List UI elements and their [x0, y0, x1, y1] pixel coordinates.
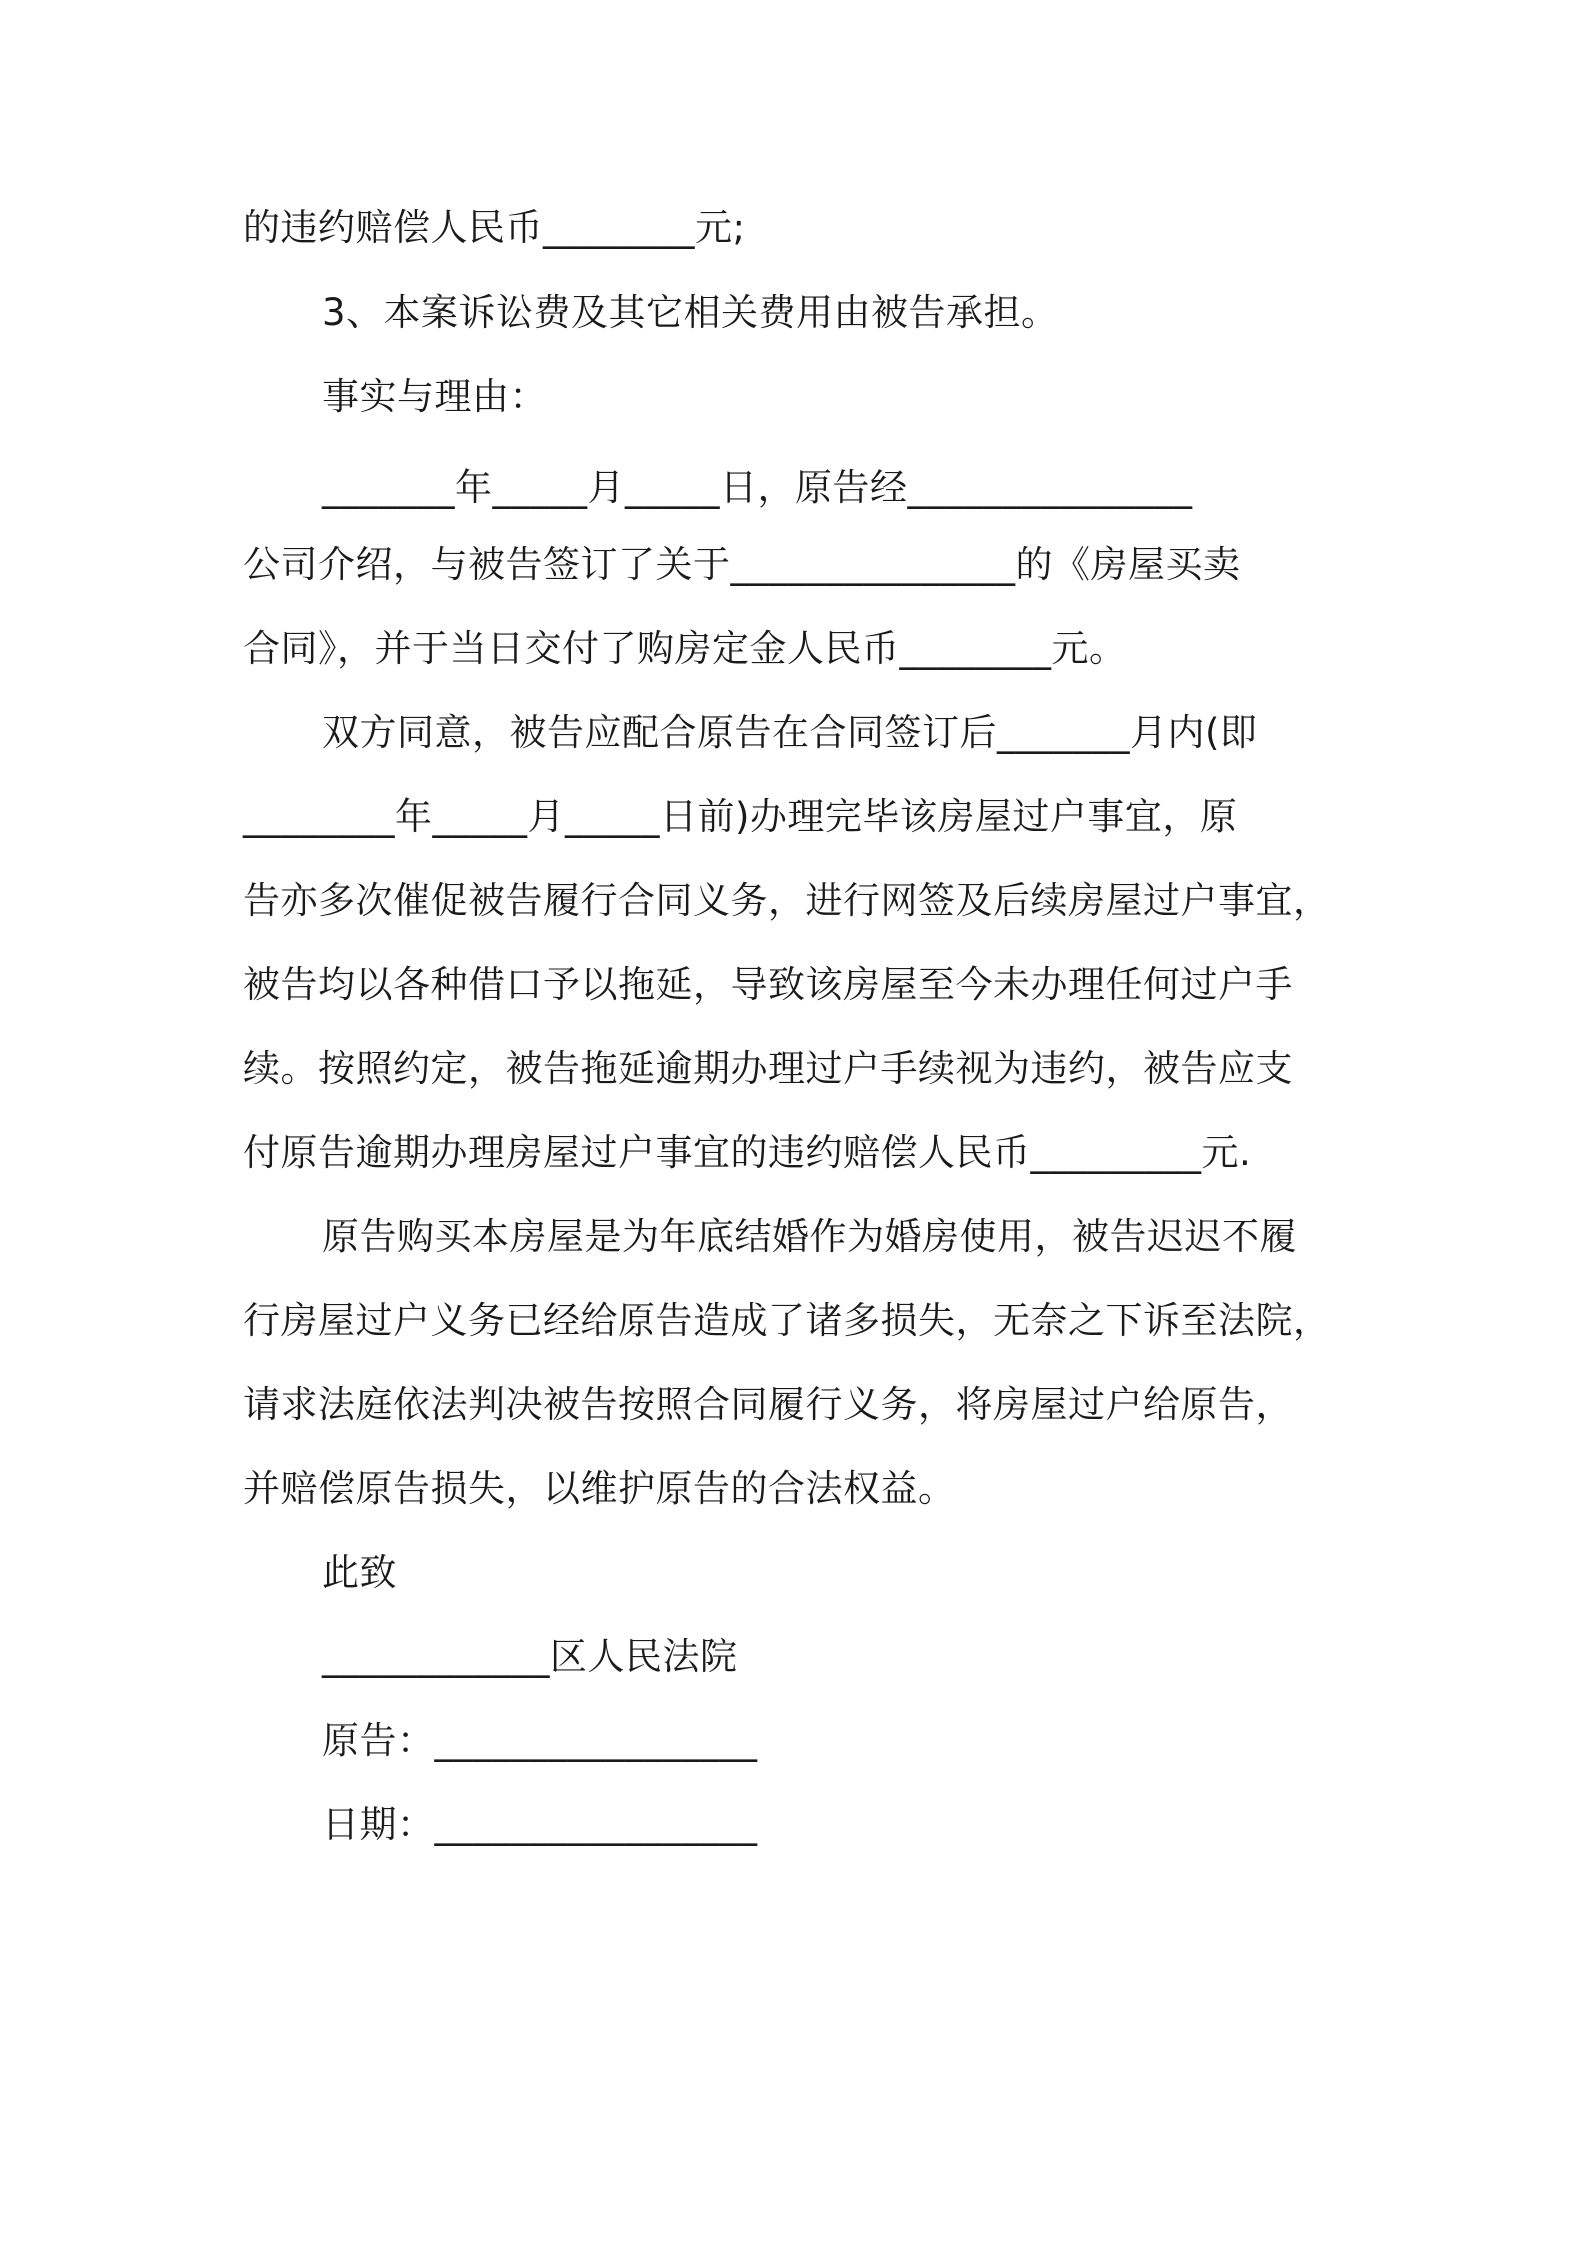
claim-item-3: 3、本案诉讼费及其它相关费用由被告承担。	[322, 291, 1059, 334]
closing-salutation: 此致	[322, 1551, 397, 1594]
paragraph-line: 原告购买本房屋是为年底结婚作为婚房使用，被告迟迟不履	[322, 1215, 1297, 1258]
paragraph-line: _______年_____月_____日，原告经_______________	[322, 466, 1193, 509]
paragraph-line: ________年_____月_____日前)办理完毕该房屋过户事宜，原	[243, 795, 1238, 838]
paragraph-line: 请求法庭依法判决被告按照合同履行义务，将房屋过户给原告，	[243, 1383, 1293, 1426]
paragraph-line: 付原告逾期办理房屋过户事宜的违约赔偿人民币_________元.	[243, 1131, 1252, 1174]
paragraph-line: 行房屋过户义务已经给原告造成了诸多损失，无奈之下诉至法院，	[243, 1299, 1331, 1342]
paragraph-line: 告亦多次催促被告履行合同义务，进行网签及后续房屋过户事宜，	[243, 879, 1331, 922]
paragraph-line: 被告均以各种借口予以拖延，导致该房屋至今未办理任何过户手	[243, 963, 1293, 1006]
date-line: 日期：_________________	[322, 1803, 758, 1846]
paragraph-line: 公司介绍，与被告签订了关于_______________的《房屋买卖	[243, 543, 1241, 586]
paragraph-line: 合同》，并于当日交付了购房定金人民币________元。	[243, 627, 1127, 670]
section-heading-facts-reasons: 事实与理由：	[322, 375, 547, 418]
paragraph-line: 的违约赔偿人民币________元;	[243, 206, 746, 249]
paragraph-line: 双方同意，被告应配合原告在合同签订后_______月内(即	[322, 711, 1258, 754]
paragraph-line: 续。按照约定，被告拖延逾期办理过户手续视为违约，被告应支	[243, 1047, 1293, 1090]
paragraph-line: 并赔偿原告损失，以维护原告的合法权益。	[243, 1467, 956, 1510]
court-name-line: ____________区人民法院	[322, 1635, 738, 1678]
plaintiff-signature-line: 原告：_________________	[322, 1719, 758, 1762]
